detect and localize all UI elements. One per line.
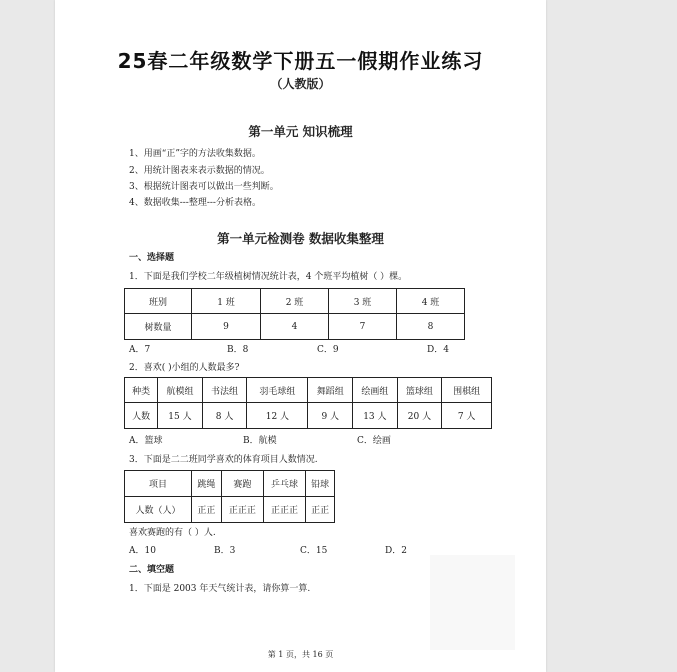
table-cell: 乒乓球 <box>263 471 305 497</box>
table-cell: 12 人 <box>247 403 308 429</box>
option: B．8 <box>227 345 249 355</box>
option: B．3 <box>214 546 236 556</box>
table-cell: 20 人 <box>397 403 442 429</box>
page-subtitle: （人教版） <box>270 77 331 91</box>
table-cell: 8 人 <box>202 403 247 429</box>
table-cell: 人数 <box>125 403 158 429</box>
question-2: 2．喜欢( )小组的人数最多? <box>129 363 240 373</box>
table-cell: 铅球 <box>306 471 335 497</box>
page-title: 25春二年级数学下册五一假期作业练习 <box>117 49 484 73</box>
table-cell: 4 班 <box>397 289 465 314</box>
option: B．航模 <box>243 436 277 446</box>
table-cell: 人数（人） <box>125 497 192 523</box>
table-cell: 1 班 <box>192 289 261 314</box>
unit1-point-2: 2、用统计图表来表示数据的情况。 <box>129 166 270 176</box>
option: A．10 <box>129 546 156 556</box>
table-cell: 正正 <box>306 497 335 523</box>
section-heading-test: 第一单元检测卷 数据收集整理 <box>217 231 384 246</box>
table-cell: 4 <box>261 314 329 340</box>
unit1-point-4: 4、数据收集---整理---分析表格。 <box>129 198 261 208</box>
option: A．7 <box>129 345 151 355</box>
table-cell: 正正正 <box>263 497 305 523</box>
faded-watermark <box>430 555 515 650</box>
table-cell: 正正正 <box>221 497 263 523</box>
table-cell: 3 班 <box>329 289 397 314</box>
table-cell: 15 人 <box>158 403 203 429</box>
option: C．9 <box>317 345 339 355</box>
option: C．绘画 <box>357 436 391 446</box>
table-cell: 正正 <box>191 497 221 523</box>
table-cell: 树数量 <box>125 314 192 340</box>
question-3: 3．下面是二二班同学喜欢的体育项目人数情况. <box>129 455 318 465</box>
table-cell: 项目 <box>125 471 192 497</box>
section-heading-unit1: 第一单元 知识梳理 <box>248 124 353 139</box>
table-cell: 航模组 <box>158 378 203 403</box>
option: D．2 <box>385 546 407 556</box>
table-cell: 13 人 <box>353 403 398 429</box>
fill-question-1: 1．下面是 2003 年天气统计表，请你算一算. <box>129 584 311 594</box>
table-cell: 9 <box>192 314 261 340</box>
page-footer: 第 1 页，共 16 页 <box>267 650 334 659</box>
unit1-point-3: 3、根据统计图表可以做出一些判断。 <box>129 182 279 192</box>
question-3-blank: 喜欢赛跑的有（ ）人. <box>129 528 216 538</box>
question-3-table <box>124 470 335 523</box>
table-cell: 种类 <box>125 378 158 403</box>
table-cell: 9 人 <box>308 403 353 429</box>
unit1-point-1: 1、用画“正”字的方法收集数据。 <box>129 149 261 159</box>
table-cell: 羽毛球组 <box>247 378 308 403</box>
table-cell: 7 <box>329 314 397 340</box>
table-cell: 2 班 <box>261 289 329 314</box>
table-cell: 围棋组 <box>442 378 492 403</box>
table-cell: 绘画组 <box>353 378 398 403</box>
table-cell: 8 <box>397 314 465 340</box>
question-1: 1．下面是我们学校二年级植树情况统计表，4 个班平均植树（ ）棵。 <box>129 272 408 282</box>
table-cell: 赛跑 <box>221 471 263 497</box>
option: A．篮球 <box>129 436 163 446</box>
table-cell: 书法组 <box>202 378 247 403</box>
table-cell: 7 人 <box>442 403 492 429</box>
option: D．4 <box>427 345 449 355</box>
table-cell: 跳绳 <box>191 471 221 497</box>
table-cell: 班别 <box>125 289 192 314</box>
question-2-table <box>124 377 492 429</box>
table-cell: 篮球组 <box>397 378 442 403</box>
table-cell: 舞蹈组 <box>308 378 353 403</box>
part1-heading: 一、选择题 <box>129 253 175 263</box>
option: C．15 <box>300 546 328 556</box>
question-1-table <box>124 288 465 340</box>
part2-heading: 二、填空题 <box>129 565 175 575</box>
